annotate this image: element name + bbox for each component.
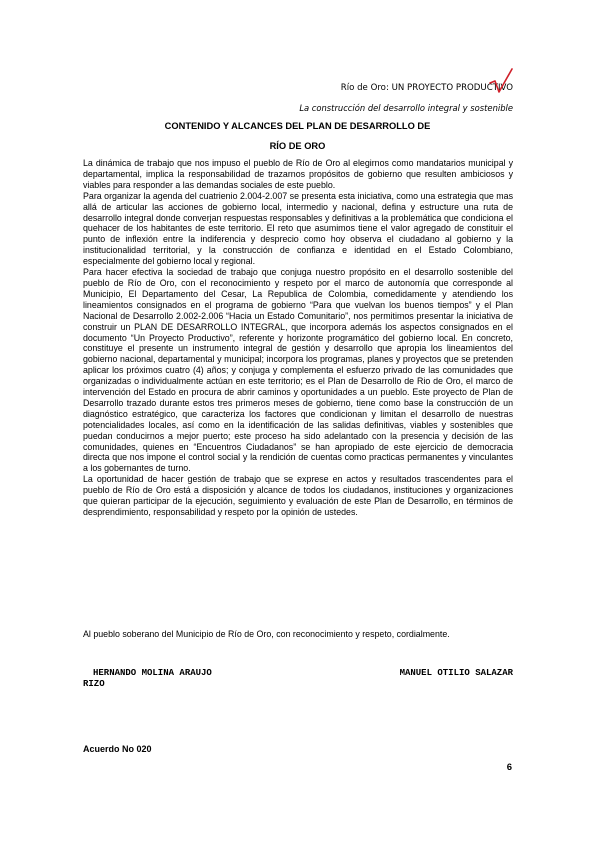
page-number: 6 [506,762,512,773]
document-title-place: RÍO DE ORO [269,141,326,151]
paragraph: Para organizar la agenda del cuatrienio 2.004-2.007 se presenta esta iniciativa, como una estrategia que mas allá de articular las acciones de gobierno local, intermedio y nacional, defina y estructure una ruta de desarrollo integral donde converjan respuestas responsables y definitivas a la problemática que condiciona el quehacer de los habitantes de este territorio. El reto que asumimos tiene el valor agregado de constituir el punto de inflexión entre la indiferencia y desprecio como hoy observa el ciudadano al gobierno y la institucionalidad territorial, y la construcción de confianza e identidad en el Estado Colombiano, especialmente del gobierno local y regional. [83,190,513,267]
document-title: CONTENIDO Y ALCANCES DEL PLAN DE DESARROLLO DE [164,121,431,131]
paragraph: La dinámica de trabajo que nos impuso el pueblo de Río de Oro al elegirnos como mandatarios municipal y departamental, implica la responsabilidad de trazarnos propósitos de gobierno que resulten ambiciosos y viables para responder a las demandas sociales de este pueblo. [83,158,513,190]
checkmark-icon [487,68,515,96]
paragraph: La oportunidad de hacer gestión de trabajo que se exprese en actos y resultados trascendentes para el pueblo de Río de Oro está a disposición y alcance de todos los ciudadanos, instituciones y organizaciones que quieran participar de la ejecución, seguimiento y evaluación de este Plan de Desarrollo, en términos de desprendimiento, responsabilidad y respeto por la opinión de ustedes. [83,474,513,517]
agreement-number: Acuerdo No 020 [83,744,152,754]
header-title: Río de Oro: UN PROYECTO PRODUCTIVO [340,83,513,93]
signature-left: HERNANDO MOLINA ARAUJO [93,668,212,678]
header-subtitle: La construcción del desarrollo integral y sostenible [299,103,513,113]
paragraph: Para hacer efectiva la sociedad de trabajo que conjuga nuestro propósito en el desarrollo sostenible del pueblo de Río de Oro, con el reconocimiento y respeto por el marco de autonomía que corresponde al Municipio, El Departamento del Cesar, La Republica de Colombia, comedidamente y atendiendo los lineamientos consignados en el programa de gobierno “Para que vuelvan los buenos tiempos” y el Plan Nacional de Desarrollo 2.002-2.006 “Hacia un Estado Comunitario”, nos permitimos presentar la iniciativa de construir un PLAN DE DESARROLLO INTEGRAL, que incorpora además los aspectos consignados en el documento “Un Proyecto Productivo”, referente y horizonte programático del gobierno local. En concreto, constituye el presente un instrumento integral de gestión y desarrollo que apropia los lineamientos del gobierno nacional, departamental y municipal; incorpora los programas, planes y proyectos que se pretenden aplicar los próximos cuatro (4) años; y conjuga y complementa el esfuerzo privado de las comunidades que organizadas o individualmente actúan en este territorio; es el Plan de Desarrollo de Rio de Oro, el marco de intervención del Estado en procura de abrir caminos y oportunidades a un pueblo. Este proyecto de Plan de Desarrollo trazado durante estos tres primeros meses de gobierno, tiene como base la construcción de un diagnóstico estratégico, que caracteriza los factores que condicionan y limitan el desarrollo de nuestras potencialidades locales, así como en la identificación de las salidas definitivas, viables y sostenibles que puedan conducirnos a mejor puerto; este proceso ha sido adelantado con la presencia y decisión de las comunidades, quienes en “Encuentros Ciudadanos” se han apropiado de este ejercicio de democracia directa que nos impone el control social y la rendición de cuentas como practicas permanentes y vinculantes a los gobernantes de turno. [83,267,513,474]
body-text [83,158,513,518]
closing-line: Al pueblo soberano del Municipio de Río de Oro, con reconocimiento y respeto, cordialmente. [83,629,450,639]
signature-right: MANUEL OTILIO SALAZAR [399,668,513,678]
signature-right-wrap: RIZO [83,679,105,689]
